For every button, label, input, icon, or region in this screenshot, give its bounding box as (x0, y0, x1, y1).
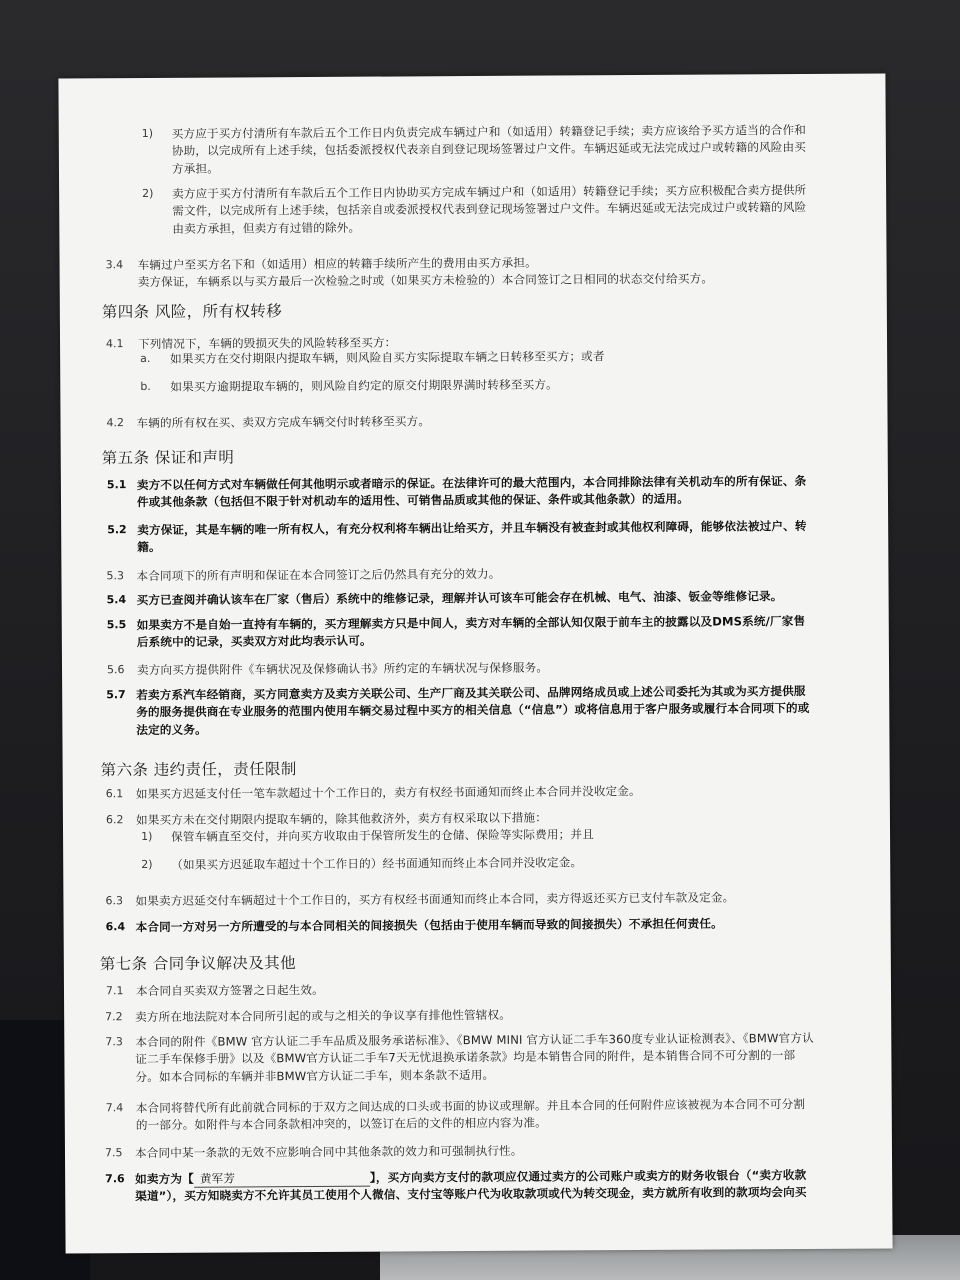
clause-line: （如果买方迟延取车超过十个工作日的）经书面通知而终止本合同并没收定金。 (171, 855, 583, 872)
clause-line: 件或其他条款（包括但不限于针对机动车的适用性、可销售品质或其他的保证、条件或其他条款）的适用。 (136, 491, 690, 510)
clause-number: 3.4 (105, 258, 124, 272)
clause-number: 5.2 (107, 523, 127, 537)
clause-line: 本合同中某一条款的无效不应影响合同中其他条款的效力和可强制执行性。 (134, 1143, 523, 1161)
clause-line: 买方已查阅并确认该车在厂家（售后）系统中的维修记录，理解并认可该车可能会存在机械、电气、油漆、钣金等维修记录。 (136, 589, 783, 608)
clause-line: 卖方不以任何方式对车辆做任何其他明示或者暗示的保证。在法律许可的最大范围内，本合同排除法律有关机动车的所有保证、条 (136, 473, 807, 493)
clause-number: 6.4 (105, 920, 126, 934)
clause-number: 7.5 (104, 1146, 123, 1160)
clause-line: 后系统中的记录，买卖双方对此均表示认可。 (136, 633, 372, 650)
clause-number: 7.2 (105, 1010, 123, 1024)
clause-line: 卖方向买方提供附件《车辆状况及保修确认书》所约定的车辆状况与保修服务。 (136, 660, 549, 678)
contract-page (58, 73, 892, 1253)
clause-number: 2) (141, 857, 153, 872)
clause-line: 的一部分。如附件与本合同条款相冲突的，以签订在后的文件的相应内容为准。 (135, 1115, 547, 1133)
section-heading: 第五条 保证和声明 (101, 448, 235, 468)
clause-line: 卖方所在地法院对本合同所引起的或与之相关的争议享有排他性管辖权。 (135, 1007, 512, 1025)
clause-line: 分。如本合同标的车辆并非BMW官方认证二手车，则本条款不适用。 (135, 1067, 495, 1084)
clause-number: 1) (141, 829, 153, 844)
clause-number: 7.1 (105, 984, 124, 998)
clause-line: 车辆的所有权在买、卖双方完成车辆交付时转移至买方。 (136, 414, 431, 431)
clause-line: 协助，以完成所有上述手续，包括委派授权代表亲自到登记现场签署过户文件。车辆迟延或无法完成过户或转籍的风险由买 (171, 140, 807, 159)
clause-number: 5.1 (106, 478, 127, 492)
clause-number: 7.6 (105, 1172, 125, 1186)
section-heading: 第六条 违约责任，责任限制 (100, 760, 297, 780)
clause-line: 如果买方逾期提取车辆的，则风险自约定的原交付期限界满时转移至买方。 (170, 377, 558, 394)
clause-number: 4.1 (106, 337, 124, 351)
clause-line: 籍。 (137, 540, 161, 555)
clause-number: 2) (142, 186, 154, 201)
clause-line: 如果买方迟延支付任一笔车款超过十个工作日的，卖方有权经书面通知而终止本合同并没收定金。 (135, 783, 641, 802)
clause-line: 卖方应于买方付清所有车款后五个工作日内协助买方完成车辆过户和（如适用）转籍登记手续；买方应积极配合卖方提供所 (172, 182, 807, 201)
clause-line: 如果买方在交付期限内提取车辆，则风险自买方实际提取车辆之日转移至买方；或者 (170, 349, 605, 366)
clause-text: 如卖方为【 (135, 1171, 194, 1187)
clause-number: 5.4 (106, 593, 127, 607)
clause-line: 下列情况下，车辆的毁损灭失的风险转移至买方： (137, 335, 397, 352)
clause-line: 卖方保证，车辆系以与买方最后一次检验之时或（如果买方未检验的）本合同签订之日相同的状态交付给买方。 (137, 271, 714, 290)
clause-line: 如果卖方迟延交付车辆超过十个工作日的，买方有权经书面通知而终止本合同，卖方得返还买方已支付车款及定金。 (135, 890, 735, 909)
clause-line: 本合同的附件《BMW 官方认证二手车品质及服务承诺标准》、《BMW MINI 官方认证二手车360度专业认证检测表》、《BMW官方认 (135, 1030, 814, 1050)
clause-line: 车辆过户至买方名下和（如适用）相应的转籍手续所产生的费用由买方承担。 (137, 255, 537, 273)
clause-line: 渠道”），买方知晓卖方不允许其员工使用个人微信、支付宝等账户代为收取款项或代为转交现金，卖方就所有收到的款项均会向买 (135, 1185, 807, 1204)
clause-line: 卖方保证，其是车辆的唯一所有权人，有充分权利将车辆出让给买方，并且车辆没有被查封或其他权利障碍，能够依法被过户、转 (137, 518, 807, 538)
clause-line: 法定的义务。 (136, 722, 207, 737)
clause-line: 由卖方承担，但卖方有过错的除外。 (172, 220, 361, 236)
clause-line: 如果卖方不是自始一直持有车辆的，买方理解卖方只是中间人，卖方对车辆的全部认知仅限于前车主的披露以及DMS系统/厂家售 (136, 613, 806, 633)
clause-number: 6.3 (105, 894, 123, 908)
clause-number: a. (140, 351, 151, 366)
clause-number: 5.5 (106, 618, 127, 632)
clause-number: 4.2 (106, 416, 125, 430)
clause-line: 保管车辆直至交付，并向买方收取由于保管所发生的仓储、保险等实际费用；并且 (171, 827, 594, 844)
section-heading: 第四条 风险，所有权转移 (101, 302, 283, 322)
clause-line: 本合同项下的所有声明和保证在本合同签订之后仍然具有充分的效力。 (136, 566, 501, 584)
clause-line: 方承担。 (171, 161, 219, 176)
clause-line: 务的服务提供商在专业服务的范围内使用车辆交易过程中买方的相关信息（“信息”）或将信息用于客户服务或履行本合同项下的或 (136, 701, 810, 720)
clause-line: 本合同自买卖双方签署之日起生效。 (135, 982, 324, 999)
section-heading: 第七条 合同争议解决及其他 (99, 954, 297, 974)
seller-name-field: 黄军芳 (194, 1170, 370, 1188)
clause-line: 证二手车保修手册》以及《BMW官方认证二手车7天无忧退换承诺条款》均是本销售合同的附件，是本销售合同不可分割的一部 (135, 1048, 796, 1067)
clause-line: 买方应于买方付清所有车款后五个工作日内负责完成车辆过户和（如适用）转籍登记手续；卖方应该给予买方适当的合作和 (171, 122, 806, 141)
clause-number: 5.3 (106, 569, 124, 583)
clause-line: 本合同一方对另一方所遭受的与本合同相关的间接损失（包括由于使用车辆而导致的间接损失）不承担任何责任。 (135, 916, 723, 935)
clause-number: 6.2 (105, 813, 124, 827)
clause-number: 6.1 (105, 787, 124, 801)
clause-line: 需文件，以完成所有上述手续，包括亲自或委派授权代表到登记现场签署过户文件。车辆迟延或无法完成过户或转籍的风险 (172, 200, 807, 219)
clause-number: 5.7 (106, 688, 126, 702)
clause-number: 7.4 (105, 1101, 124, 1115)
clause-number: 1) (141, 126, 154, 141)
clause-number: 7.3 (105, 1035, 123, 1049)
clause-number: 5.6 (106, 663, 125, 677)
clause-number: b. (140, 379, 151, 394)
clause-text: 】，买方向卖方支付的款项应仅通过卖方的公司账户或卖方的财务收银台（“卖方收款 (369, 1167, 807, 1185)
clause-line: 本合同将替代所有此前就合同标的于双方之间达成的口头或书面的协议或理解。并且本合同的任何附件应该被视为本合同不可分割 (135, 1096, 806, 1116)
clause-line: 若卖方系汽车经销商，买方同意卖方及卖方关联公司、生产厂商及其关联公司、品牌网络成员或上述公司委托为其或为买方提供服 (136, 683, 806, 703)
clause-line: 如果买方未在交付期限内提取车辆的，除其他救济外，卖方有权采取以下措施： (135, 810, 548, 828)
